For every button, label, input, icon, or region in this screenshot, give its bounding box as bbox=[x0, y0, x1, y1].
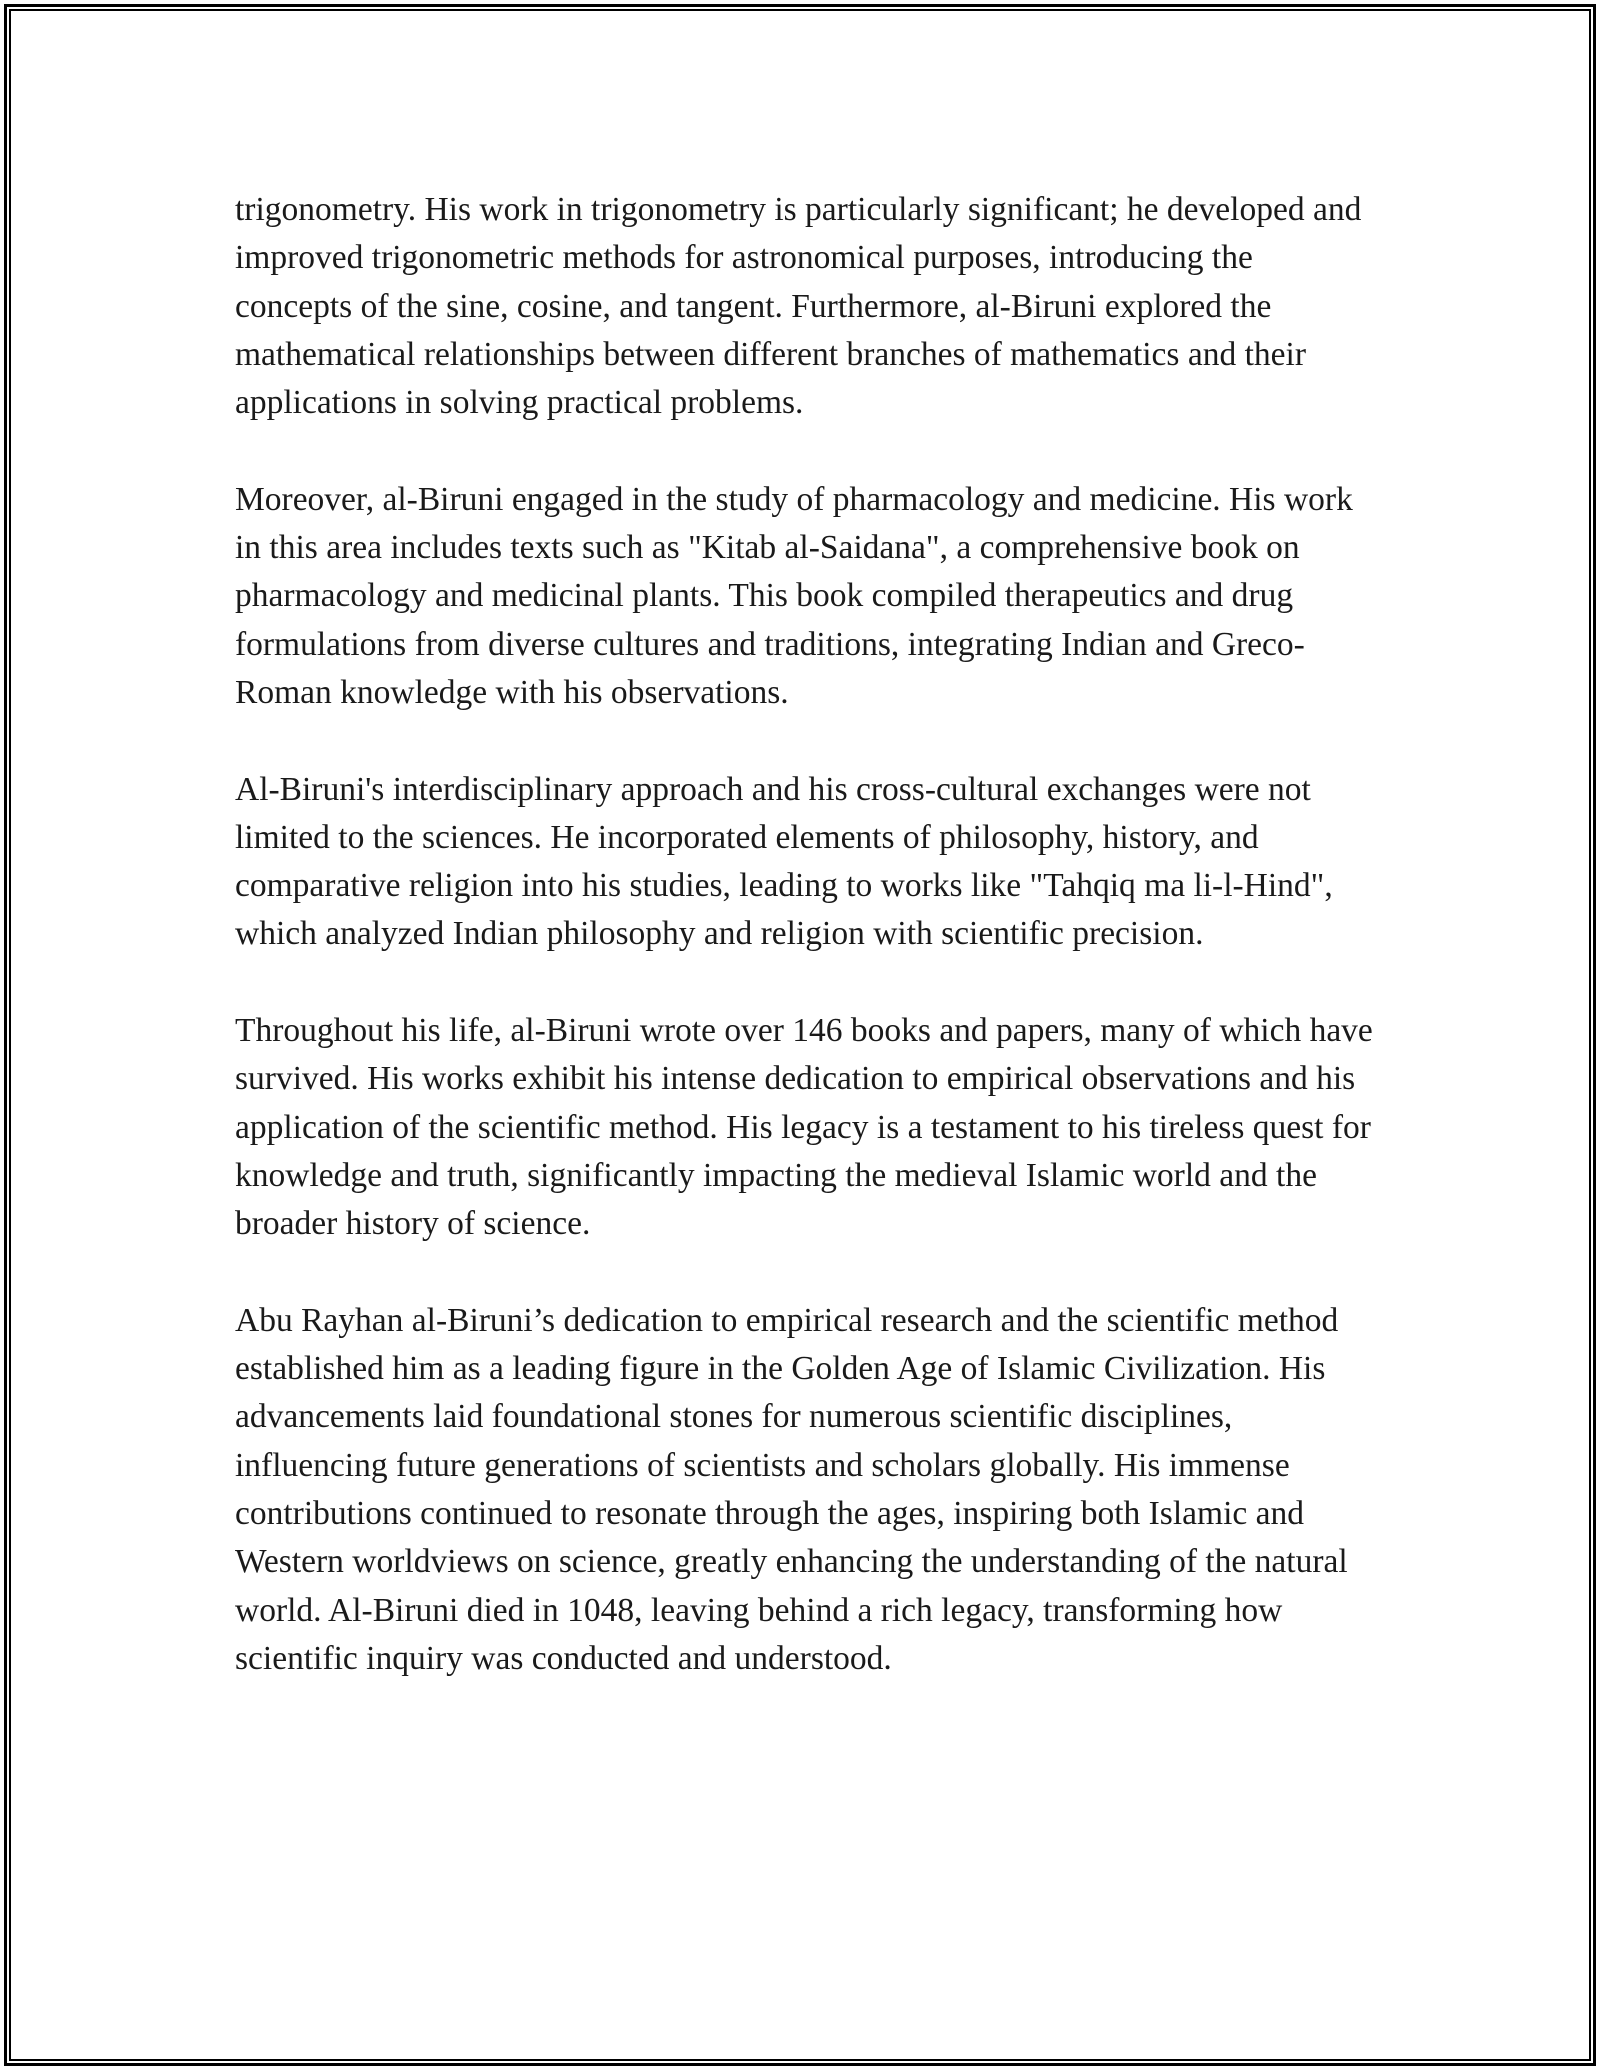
paragraph-writings: Throughout his life, al-Biruni wrote over 146 books and papers, many of which have survived. His works exhibit his intense dedication to empirical observations and his application of the scientific method. His legacy is a testament to his tireless quest for knowledge and truth, significantly impacting the medieval Islamic world and the broader history of science. bbox=[235, 1012, 1373, 1243]
paragraph-trigonometry: trigonometry. His work in trigonometry is particularly significant; he developed and improved trigonometric methods for astronomical purposes, introducing the concepts of the sine, cosine, and tangent. Furthermore, al-Biruni explored the mathematical relationships between different branches of mathematics and their applications in solving practical problems. bbox=[235, 191, 1362, 422]
paragraph-pharmacology: Moreover, al-Biruni engaged in the study of pharmacology and medicine. His work in this area includes texts such as "Kitab al-Saidana", a comprehensive book on pharmacology and medicinal plants. This book compiled therapeutics and drug formulations from diverse cultures and traditions, integrating Indian and Greco-Roman knowledge with his observations. bbox=[235, 480, 1353, 711]
paragraph-interdisciplinary: Al-Biruni's interdisciplinary approach and his cross-cultural exchanges were not limited to the sciences. He incorporated elements of philosophy, history, and comparative religion into his studies, leading to works like "Tahqiq ma li-l-Hind", which analyzed Indian philosophy and religion with scientific precision. bbox=[235, 770, 1333, 953]
document-body bbox=[235, 186, 1375, 1683]
paragraph-legacy: Abu Rayhan al-Biruni’s dedication to empirical research and the scientific method established him as a leading figure in the Golden Age of Islamic Civilization. His advancements laid foundational stones for numerous scientific disciplines, influencing future generations of scientists and scholars globally. His immense contributions continued to resonate through the ages, inspiring both Islamic and Western worldviews on science, greatly enhancing the understanding of the natural world. Al-Biruni died in 1048, leaving behind a rich legacy, transforming how scientific inquiry was conducted and understood. bbox=[235, 1301, 1348, 1677]
